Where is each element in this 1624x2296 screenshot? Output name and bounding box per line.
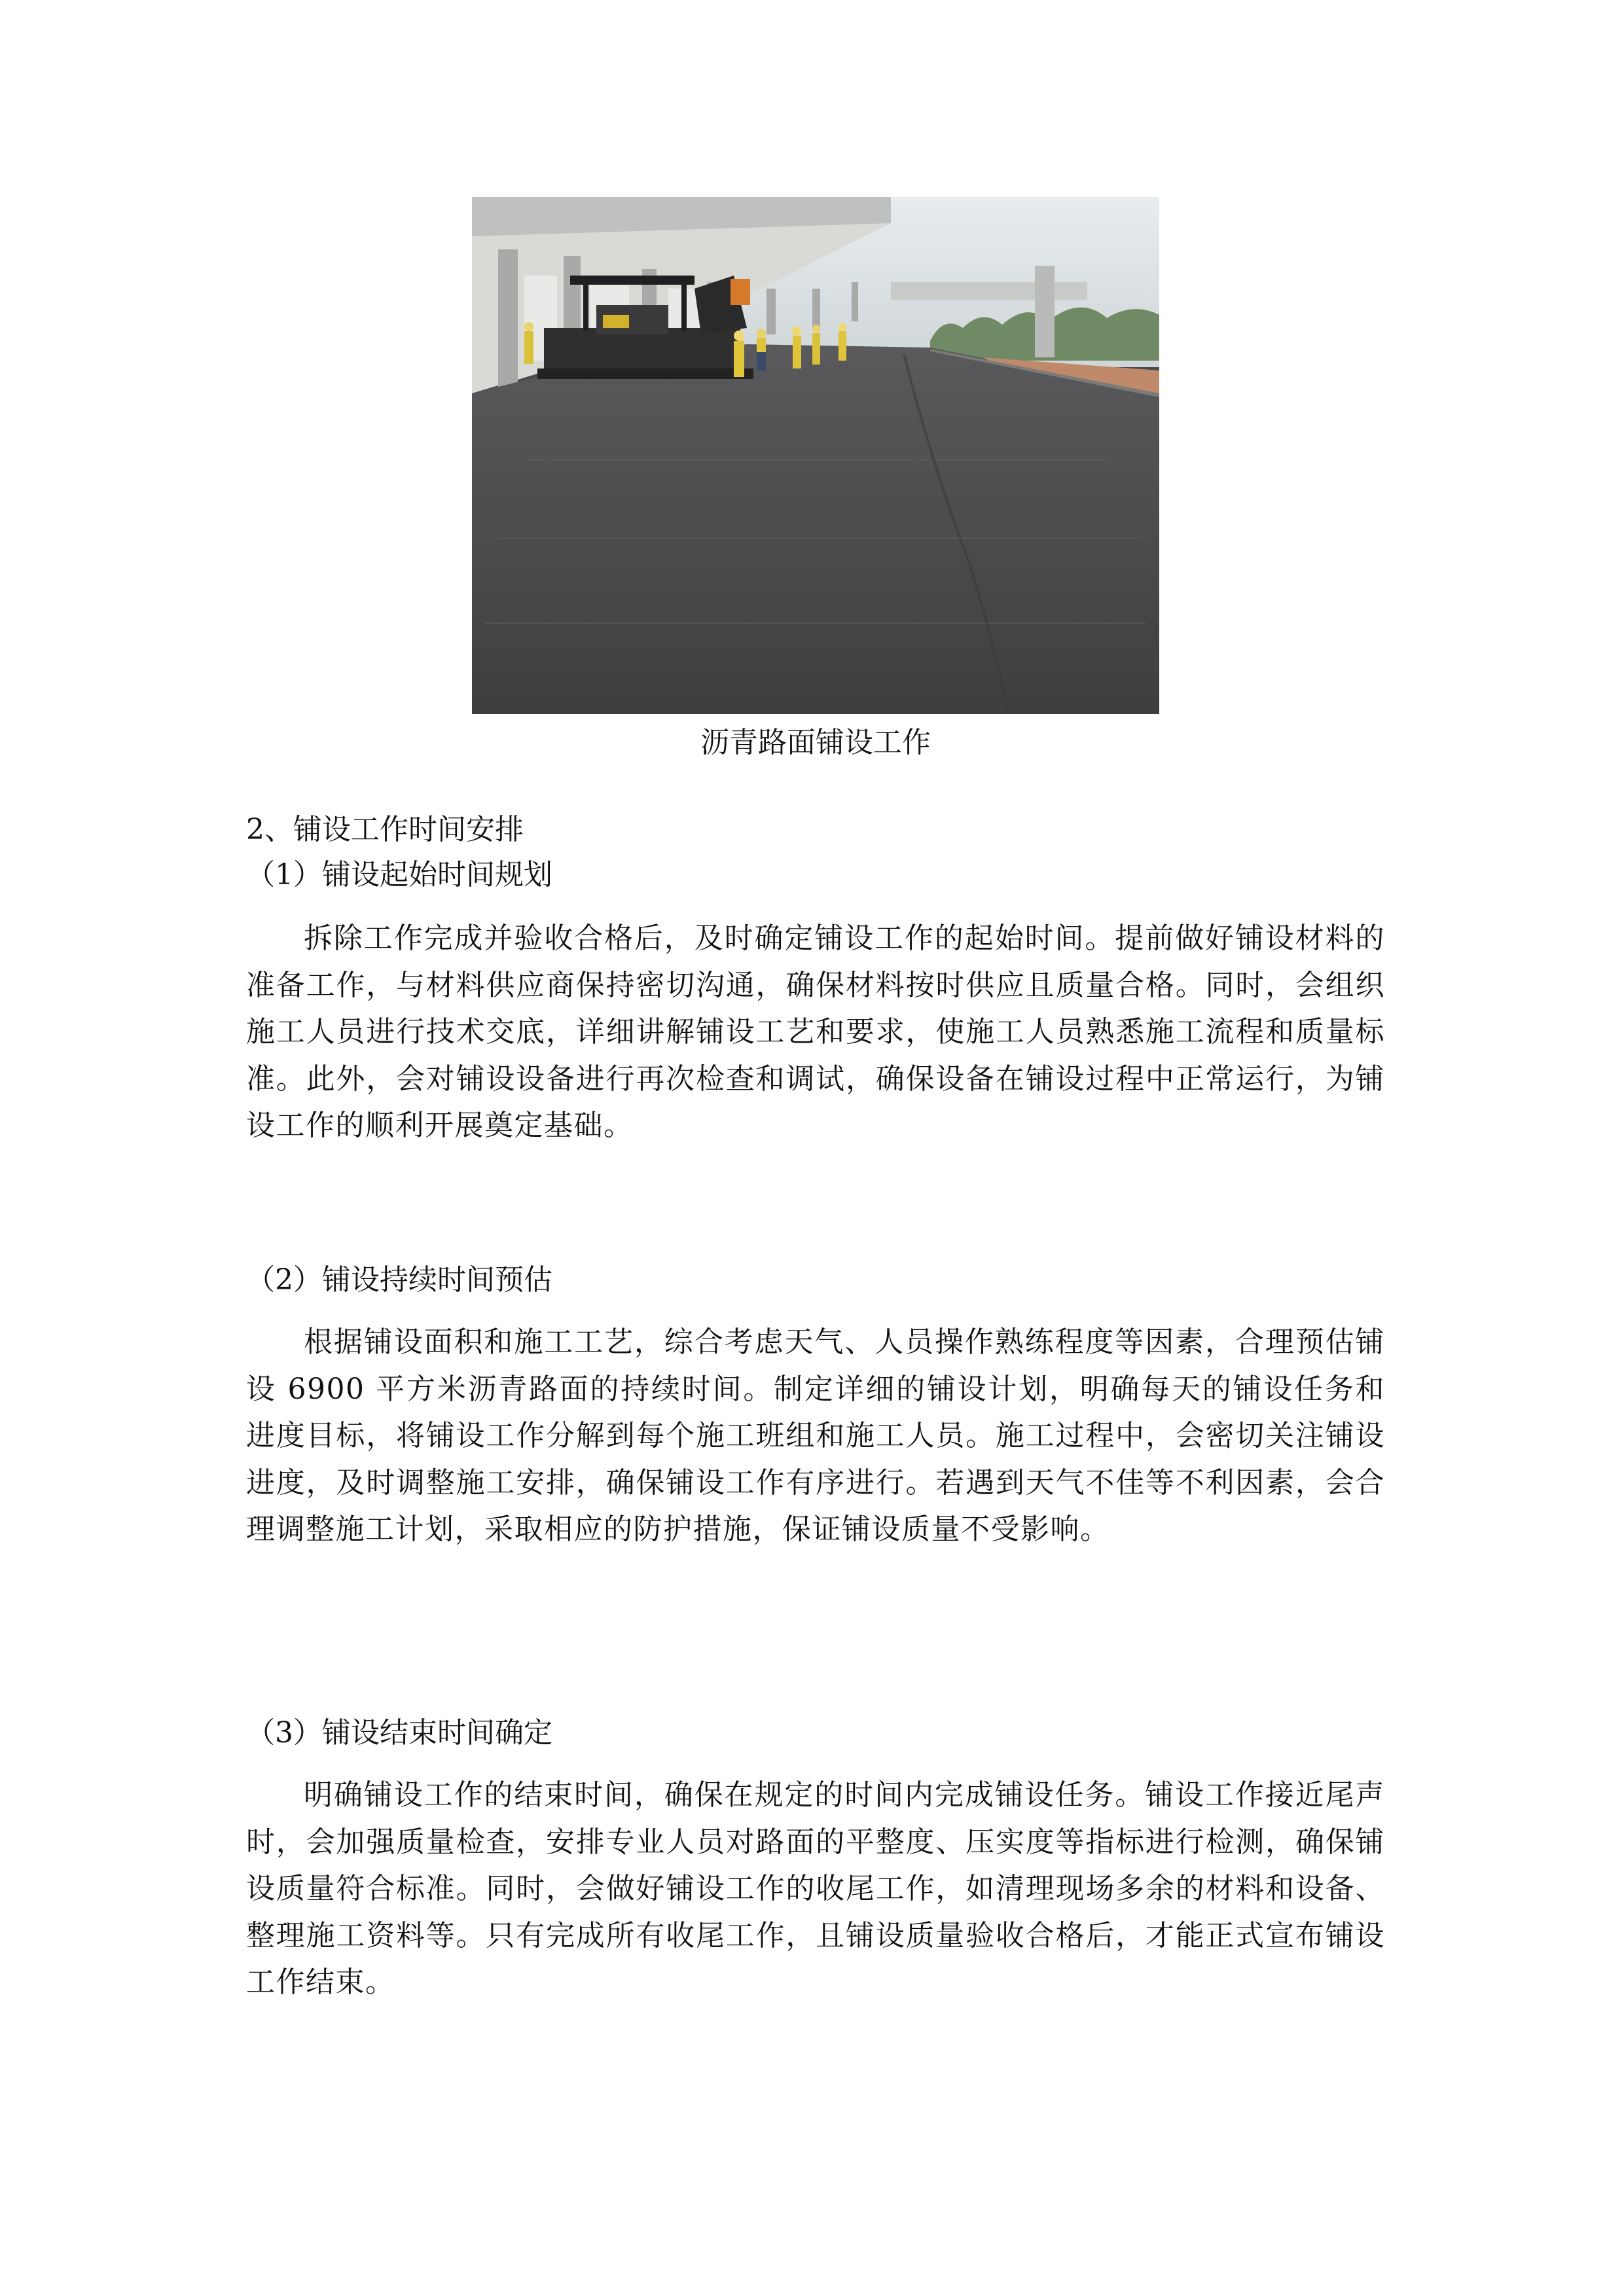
section-heading: 2、铺设工作时间安排 [246, 813, 524, 846]
asphalt-paving-photo [472, 197, 1159, 714]
subsection-heading-3: （3）铺设结束时间确定 [246, 1716, 552, 1749]
figure-caption: 沥青路面铺设工作 [700, 726, 931, 759]
subsection-heading-1: （1）铺设起始时间规划 [246, 858, 552, 891]
subsection-heading-2: （2）铺设持续时间预估 [246, 1263, 552, 1297]
subsection-paragraph-3: 明确铺设工作的结束时间，确保在规定的时间内完成铺设任务。铺设工作接近尾声时，会加强质量检查，安排专业人员对路面的平整度、压实度等指标进行检测，确保铺设质量符合标准。同时，会做好铺设工作的收尾工作，如清理现场多余的材料和设备、整理施工资料等。只有完成所有收尾工作，且铺设质量验收合格后，才能正式宣布铺设工作结束。 [246, 1778, 1385, 2000]
subsection-paragraph-2: 根据铺设面积和施工工艺，综合考虑天气、人员操作熟练程度等因素，合理预估铺设 6900 平方米沥青路面的持续时间。制定详细的铺设计划，明确每天的铺设任务和进度目标，将铺设工作分解到每个施工班组和施工人员。施工过程中，会密切关注铺设进度，及时调整施工安排，确保铺设工作有序进行。若遇到天气不佳等不利因素，会合理调整施工计划，采取相应的防护措施，保证铺设质量不受影响。 [246, 1325, 1385, 1547]
subsection-paragraph-1: 拆除工作完成并验收合格后，及时确定铺设工作的起始时间。提前做好铺设材料的准备工作，与材料供应商保持密切沟通，确保材料按时供应且质量合格。同时，会组织施工人员进行技术交底，详细讲解铺设工艺和要求，使施工人员熟悉施工流程和质量标准。此外，会对铺设设备进行再次检查和调试，确保设备在铺设过程中正常运行，为铺设工作的顺利开展奠定基础。 [246, 922, 1385, 1143]
